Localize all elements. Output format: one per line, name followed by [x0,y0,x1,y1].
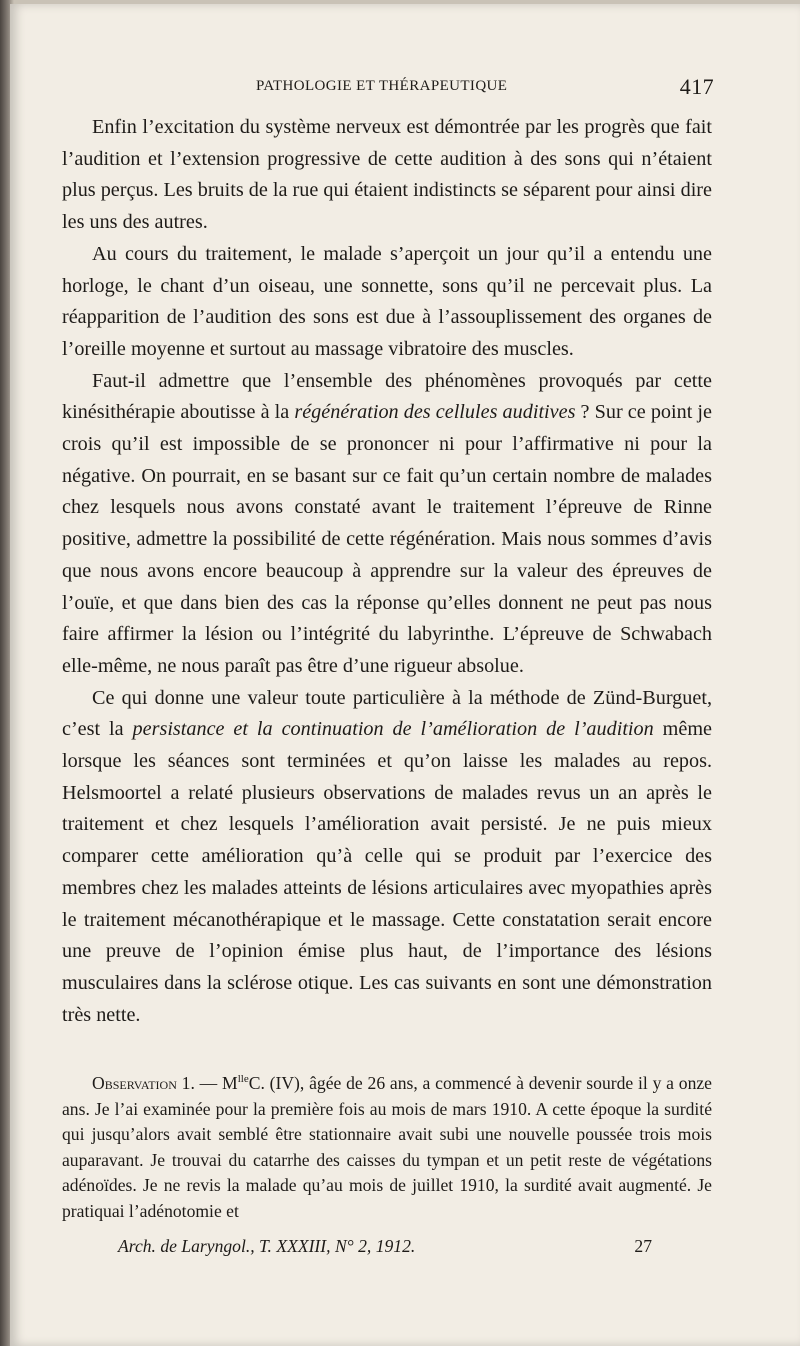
observation-label: Observation [92,1073,177,1093]
paragraph-4 [62,683,712,1032]
paragraph-4-emphasis: persistance et la continuation de l’amélioration de l’audition [132,718,654,741]
observation-number: 1. — M [181,1073,238,1093]
page-footer [118,1236,652,1262]
observation-text: C. (IV), âgée de 26 ans, a commencé à devenir sourde il y a onze ans. Je l’ai examinée pour la première fois au mois de mars 1910. A cette époque la surdité qui jusqu’alors avait semblé être stationnaire avait subi une nouvelle poussée trois mois auparavant. Je trouvai du catarrhe des caisses du tympan et un petit reste de végétations adénoïdes. Je ne revis la malade qu’au mois de juillet 1910, la surdité avait augmenté. Je pratiquai l’adénotomie et [62,1073,712,1221]
paragraph-3-text-b: ? Sur ce point je crois qu’il est impossible de se prononcer ni pour l’affirmative ni pour la négative. On pourrait, en se basant sur ce fait qu’un certain nombre de malades chez lesquels nous avons constaté avant le traitement l’épreuve de Rinne positive, admettre la possibilité de cette régénération. Mais nous sommes d’avis que nous avons encore beaucoup à apprendre sur la valeur des épreuves de l’ouïe, et que dans bien des cas la réponse qu’elles donnent ne peut pas nous faire affirmer la lésion ou l’intégrité du labyrinthe. L’épreuve de Schwabach elle-même, ne nous paraît pas être d’une rigueur absolue. [62,401,713,677]
main-text [62,112,712,1031]
paragraph-4-text-a: Ce qui donne une valeur toute particulière à la méthode de Zünd-Burguet, c’est la [62,686,712,741]
paragraph-1: Enfin l’excitation du système nerveux est démontrée par les progrès que fait l’audition et l’extension progressive de cette audition à des sons qui n’étaient plus perçus. Les bruits de la rue qui étaient indistincts se séparent pour ainsi dire les uns des autres. [62,116,712,234]
paragraph-3-emphasis: régénération des cellules auditives [294,401,576,424]
running-title: PATHOLOGIE ET THÉRAPEUTIQUE [256,78,508,94]
journal-citation: Arch. de Laryngol., T. XXXIII, N° 2, 1912. [118,1236,416,1256]
observation-title-sup: lle [237,1073,249,1086]
page-number: 417 [679,74,714,99]
observation-block [62,1071,712,1225]
paragraph-3-text-a: Faut-il admettre que l’ensemble des phénomènes provoqués par cette kinésithérapie aboutisse à la [62,369,712,424]
paragraph-4-text-b: même lorsque les séances sont terminées et qu’on laisse les malades au repos. Helsmoortel a relaté plusieurs observations de malades revus un an après le traitement et chez lesquels l’amélioration avait persisté. Je ne puis mieux comparer cette amélioration qu’à celle qui se produit par l’exercice des membres chez les malades atteints de lésions articulaires avec myopathies après le traitement mécanothérapique et le massage. Cette constatation serait encore une preuve de l’opinion émise plus haut, de l’importance des lésions musculaires dans la sclérose otique. Les cas suivants en sont une démonstration très nette. [62,718,712,1026]
signature-number: 27 [634,1236,652,1256]
running-header [256,74,714,98]
paragraph-3 [62,366,712,683]
observation-paragraph [62,1071,712,1225]
paragraph-2: Au cours du traitement, le malade s’aperçoit un jour qu’il a entendu une horloge, le chant d’un oiseau, une sonnette, sons qu’il ne percevait plus. La réapparition de l’audition des sons est due à l’assouplissement des organes de l’oreille moyenne et surtout au massage vibratoire des muscles. [62,242,712,360]
